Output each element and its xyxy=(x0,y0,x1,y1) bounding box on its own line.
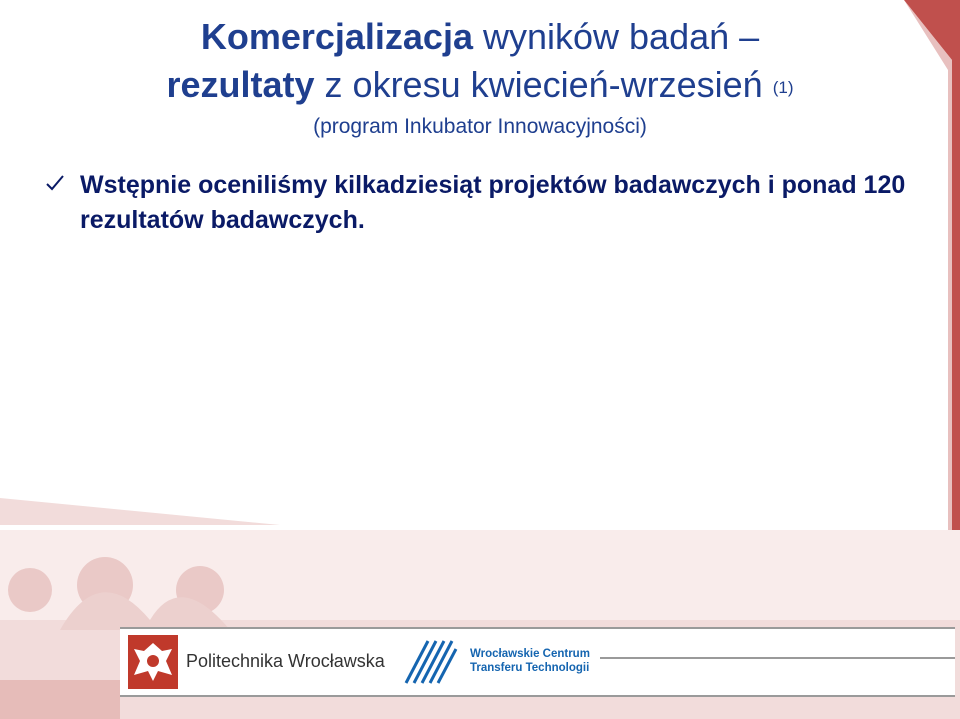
footer-divider xyxy=(600,657,955,659)
footer-bar xyxy=(120,627,955,697)
bullet-item xyxy=(44,168,944,238)
wctt-name xyxy=(470,647,590,675)
wctt-line-1: Wrocławskie Centrum xyxy=(470,648,590,660)
bullet-text: Wstępnie oceniliśmy kilkadziesiąt projektów badawczych i ponad 120 rezultatów badawczych. xyxy=(80,171,906,234)
title-rest-1: wyników badań – xyxy=(472,16,760,57)
slide-title xyxy=(0,12,960,111)
wctt-logo-icon xyxy=(402,637,458,687)
checkmark-icon xyxy=(44,172,66,194)
title-footnote: (1) xyxy=(772,78,794,97)
wctt-line-2: Transferu Technologii xyxy=(470,662,590,674)
title-bold-2: rezultaty xyxy=(166,64,315,105)
title-rest-2: z okresu kwiecień-wrzesień xyxy=(314,64,773,105)
university-name: Politechnika Wrocławska xyxy=(186,651,385,671)
slide-subtitle: (program Inkubator Innowacyjności) xyxy=(313,115,647,138)
title-bold-1: Komercjalizacja xyxy=(200,16,473,57)
politechnika-logo-icon xyxy=(128,635,178,689)
